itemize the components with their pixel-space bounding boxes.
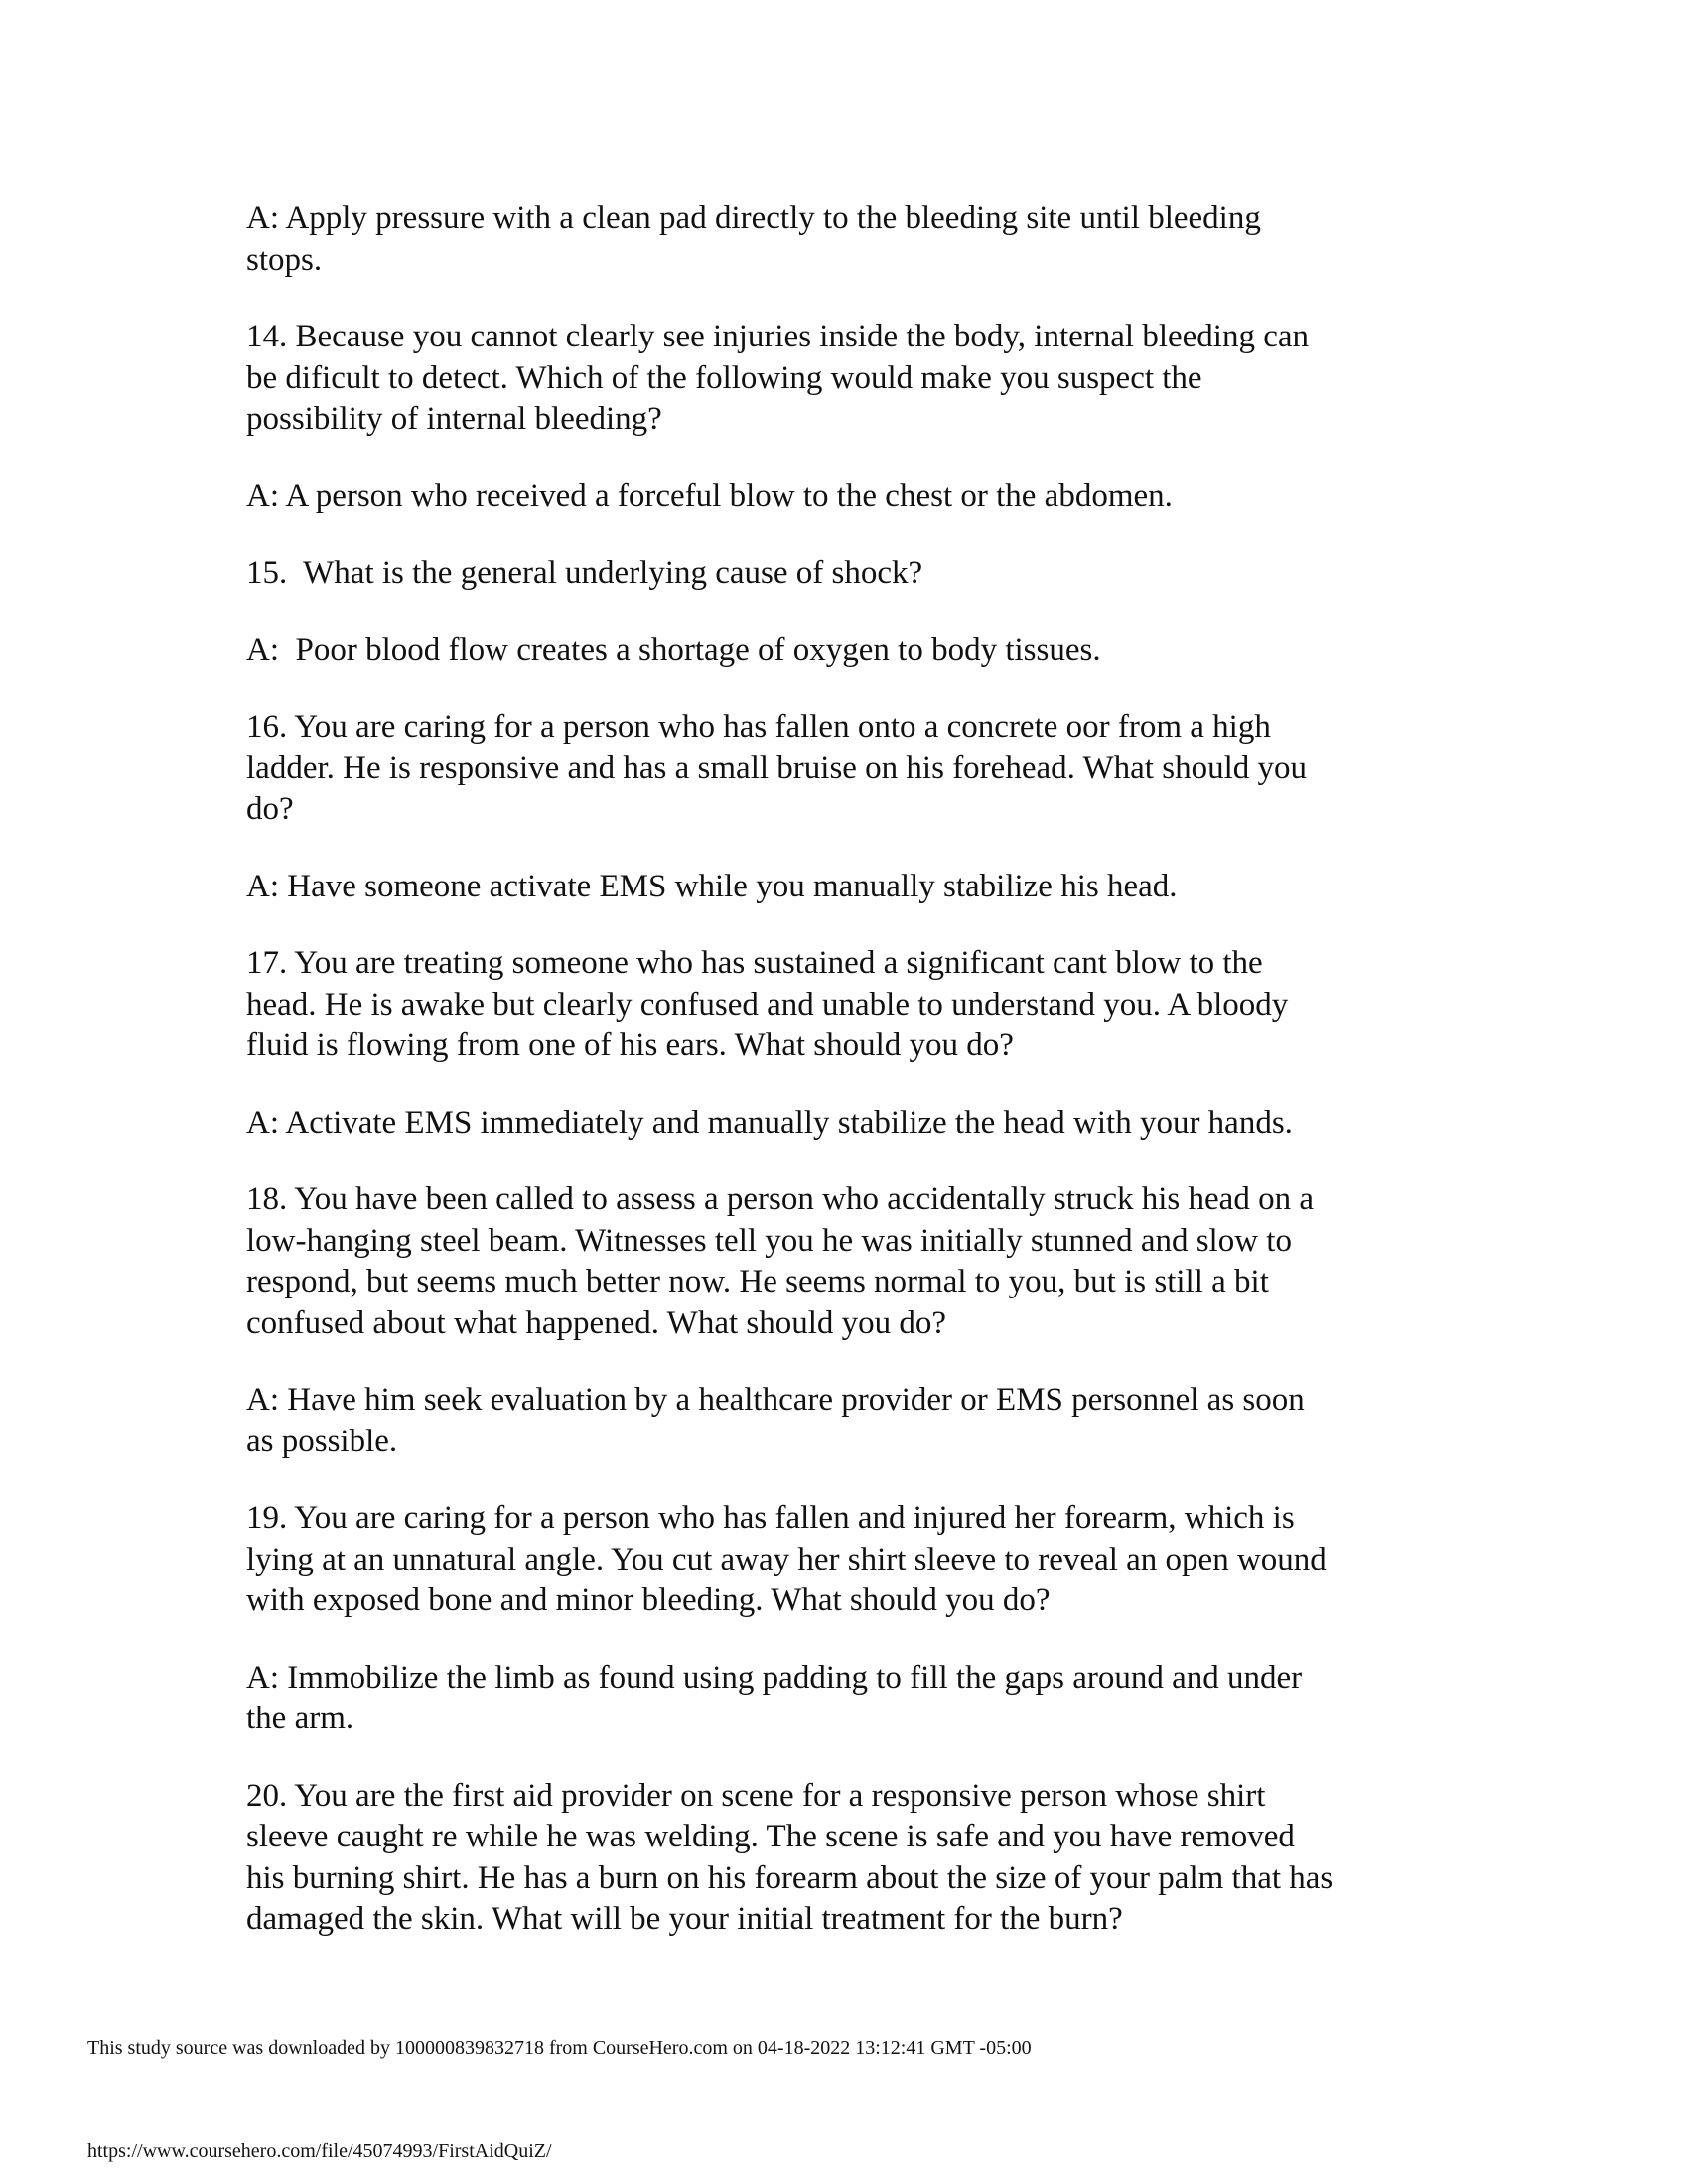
answer-14: A: A person who received a forceful blow to the chest or the abdomen. xyxy=(246,478,1173,514)
question-15: 15. What is the general underlying cause of shock? xyxy=(246,555,923,591)
document-body xyxy=(246,199,1458,1977)
question-17: 17. You are treating someone who has sustained a significant cant blow to the head. He is awake but clearly confused and unable to understand you. A bloody fluid is flowing from one of his ears. What should you do? xyxy=(246,945,1289,1063)
answer-15: A: Poor blood flow creates a shortage of oxygen to body tissues. xyxy=(246,631,1101,668)
question-16: 16. You are caring for a person who has fallen onto a concrete oor from a high ladder. He is responsive and has a small bruise on his forehead. What should you do? xyxy=(246,709,1307,827)
question-18: 18. You have been called to assess a person who accidentally struck his head on a low-hanging steel beam. Witnesses tell you he was initially stunned and slow to respond, but seems much better now. He seems normal to you, but is still a bit confused about what happened. What should you do? xyxy=(246,1181,1314,1341)
answer-13: A: Apply pressure with a clean pad directly to the bleeding site until bleeding stops. xyxy=(246,201,1261,278)
source-url: https://www.coursehero.com/file/45074993/FirstAidQuiZ/ xyxy=(87,2140,552,2162)
question-20: 20. You are the first aid provider on scene for a responsive person whose shirt sleeve caught re while he was welding. The scene is safe and you have removed his burning shirt. He has a burn on his forearm about the size of your palm that has damaged the skin. What will be your initial treatment for the burn? xyxy=(246,1777,1334,1937)
answer-17: A: Activate EMS immediately and manually stabilize the head with your hands. xyxy=(246,1104,1293,1141)
download-source-notice: This study source was downloaded by 100000839832718 from CourseHero.com on 04-18-2022 13:12:41 GMT -05:00 xyxy=(87,2037,1032,2059)
answer-19: A: Immobilize the limb as found using padding to fill the gaps around and under the arm. xyxy=(246,1659,1303,1736)
question-14: 14. Because you cannot clearly see injuries inside the body, internal bleeding can be dificult to detect. Which of the following would make you suspect the possibility of internal bleeding? xyxy=(246,319,1310,437)
question-19: 19. You are caring for a person who has fallen and injured her forearm, which is lying at an unnatural angle. You cut away her shirt sleeve to reveal an open wound with exposed bone and minor bleeding. What should you do? xyxy=(246,1500,1327,1618)
answer-16: A: Have someone activate EMS while you manually stabilize his head. xyxy=(246,868,1178,904)
answer-18: A: Have him seek evaluation by a healthcare provider or EMS personnel as soon as possible. xyxy=(246,1382,1305,1459)
